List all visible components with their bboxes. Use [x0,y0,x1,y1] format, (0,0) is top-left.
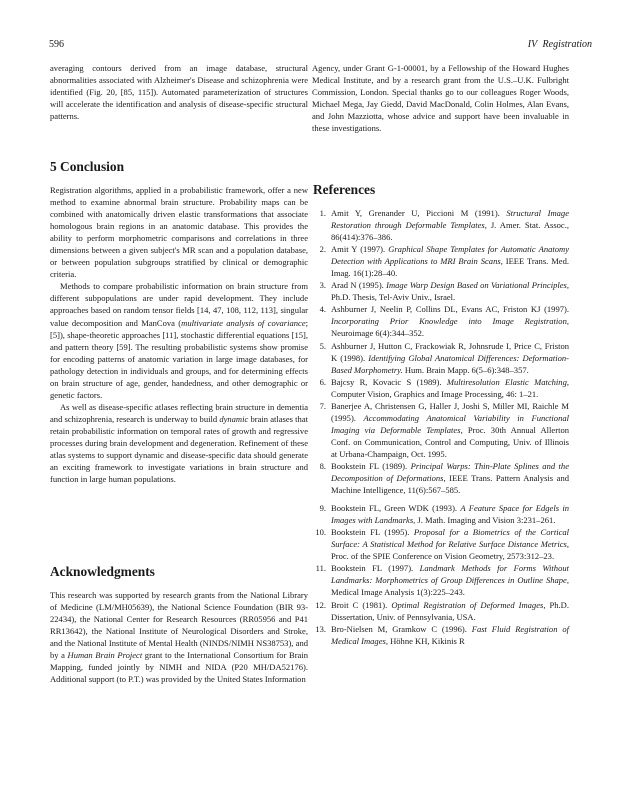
conclusion-heading: 5 Conclusion [50,159,125,174]
acknowledgments-body [50,589,308,685]
acknowledgments-continued: Agency, under Grant G-1-00001, by a Fellowship of the Howard Hughes Medical Institute, and by a research grant from the U.S.–U.K. Fulbright Commission, London. Special thanks go to our colleagues Roger Woods, Michael Mega, Jay Giedd, David MacDonald, Colin Holmes, Alan Evans, and John Mazziotta, whose advice and support have been invaluable in these investigations. [312,63,569,134]
reference-item: 5. Ashburner J, Hutton C, Frackowiak R, Johnsrude I, Price C, Friston K (1998). Identifying Global Anatomical Differences: Deformation-Based Morphometry. Hum. Brain Mapp. 6(5–6):348–357. [319,340,569,375]
reference-item: 1. Amit Y, Grenander U, Piccioni M (1991). Structural Image Restoration through Deformable Templates, J. Amer. Stat. Assoc., 86(414):376–386. [319,208,569,243]
reference-item: 7. Banerjee A, Christensen G, Haller J, Joshi S, Miller MI, Raichle M (1995). Accommodating Anatomical Variability in Functional Imaging via Deformable Templates, Proc. 30th Annual Allerton Conf. on Communication, Control and Computing, Univ. of Illinois at Urbana-Champaign, Oct. 1995. [319,400,569,459]
continued-paragraph: averaging contours derived from an image database, structural abnormalities associated with Alzheimer's Disease and schizophrenia were identified (Fig. 20, [85, 115]). Automated parameterization of structures will accelerate the identification and analysis of disease-specific structural patterns. [50,63,308,122]
reference-item: 3. Arad N (1995). Image Warp Design Based on Variational Principles, Ph.D. Thesis, Tel-Aviv Univ., Israel. [319,280,569,303]
reference-item: 6. Bajcsy R, Kovacic S (1989). Multiresolution Elastic Matching, Computer Vision, Graphics and Image Processing, 46: 1–21. [319,376,569,399]
acknowledgments-heading: Acknowledgments [50,564,155,579]
page-number: 596 [49,39,64,50]
right-column-top [312,62,569,134]
conclusion-body [50,184,308,485]
references-heading: References [313,182,376,197]
reference-item: 10. Bookstein FL (1995). Proposal for a Biometrics of the Cortical Surface: A Statistical Method for Relative Surface Distance Metrics, Proc. of the SPIE Conference on Vision Geometry, 2573:312–23. [315,527,570,562]
acknowledgments-paragraph: This research was supported by research grants from the National Library of Medicine (LM/MH05639), the National Science Foundation (BIR 93-22434), the National Center for Research Resources (RR05956 and P41 RR13642), the National Institute of Neurological Disorders and Stroke, and the National Institute of Mental Health (NINDS/NIMH NS38753), and by a Human Brain Project grant to the International Consortium for Brain Mapping, funded jointly by NIMH and NIDA (P20 MH/DA52176). Additional support (to P.T.) was provided by the United States Information [50,590,308,685]
left-column-top [50,62,308,122]
reference-item: 8. Bookstein FL (1989). Principal Warps: Thin-Plate Splines and the Decomposition of Deformations, IEEE Trans. Pattern Analysis and Machine Intelligence, 11(6):567–585. [319,460,570,496]
conclusion-paragraph-1: Registration algorithms, applied in a probabilistic framework, offer a new method to examine abnormal brain structure. Probability maps can be combined with anatomically driven elastic transformations that associate homologous brain regions in an anatomic database. This provides the ability to perform morphometric comparisons and correlations in three dimensions between a given subject's MR scan and a population database, or between population subgroups stratified by clinical or demographic criteria. [50,185,308,280]
reference-item: 12. Broit C (1981). Optimal Registration of Deformed Images, Ph.D. Dissertation, Univ. of Pennsylvania, USA. [315,599,569,622]
conclusion-paragraph-2: Methods to compare probabilistic information on brain structure from different subpopulations are under rapid development. They include approaches based on random tensor fields [14, 47, 108, 112, 113], singular value decomposition and ManCova (multivariate analysis of covariance; [5]), shape-theoretic approaches [11], stochastic differential equations [15], and pattern theory [59]. The resulting probabilistic systems show promise for encoding patterns of anatomic variation in large image databases, for pathology detection in individuals and groups, and for determining effects on brain structure of age, gender, handedness, and other demographic or genetic factors. [50,281,309,400]
reference-list [312,207,569,647]
reference-item: 9. Bookstein FL, Green WDK (1993). A Feature Space for Edgels in Images with Landmarks, J. Math. Imaging and Vision 3:231–261. [319,503,569,526]
reference-item: 2. Amit Y (1997). Graphical Shape Templates for Automatic Anatomy Detection with Applications to MRI Brain Scans, IEEE Trans. Med. Imag. 16(1):28–40. [319,244,569,279]
conclusion-paragraph-3: As well as disease-specific atlases reflecting brain structure in dementia and schizophrenia, research is underway to build dynamic brain atlases that retain probabilistic information on temporal rates of growth and regressive processes during brain development and degeneration. Refinement of these atlas systems to support dynamic and disease-specific data should generate an exciting framework to investigate variations in brain structure and function in large human populations. [50,401,308,485]
reference-item: 11. Bookstein FL (1997). Landmark Methods for Forms Without Landmarks: Morphometrics of Group Differences in Outline Shape, Medical Image Analysis 1(3):225–243. [315,563,569,598]
running-header: IV Registration [527,39,592,50]
reference-item: 13. Bro-Nielsen M, Gramkow C (1996). Fast Fluid Registration of Medical Images, Höhne KH, Kikinis R [315,623,570,646]
reference-item: 4. Ashburner J, Neelin P, Collins DL, Evans AC, Friston KJ (1997). Incorporating Prior Knowledge into Image Registration, Neuroimage 6(4):344–352. [319,304,569,339]
